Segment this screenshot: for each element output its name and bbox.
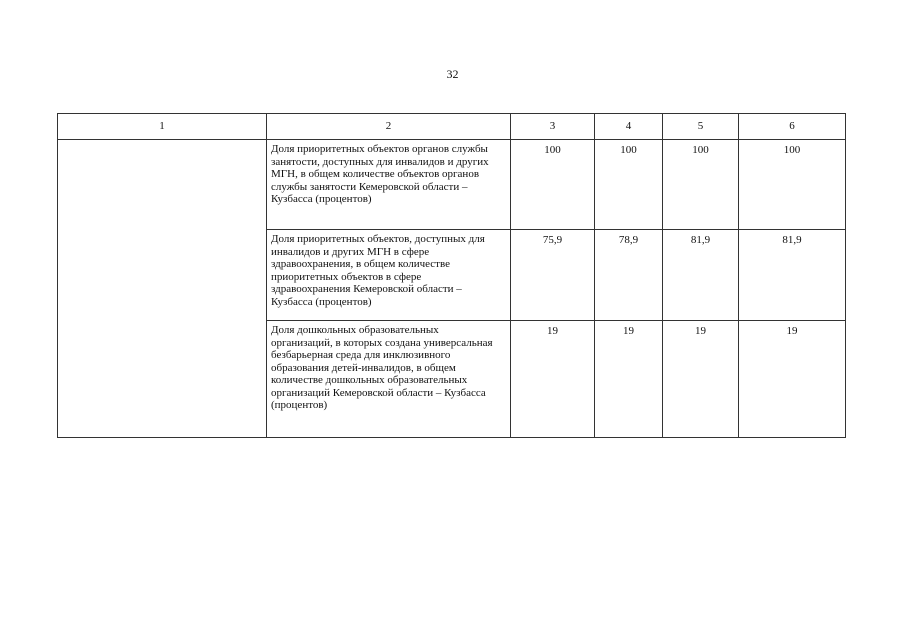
value-cell: 100 — [739, 140, 846, 230]
indicator-description: Доля приоритетных объектов, доступных для инвалидов и других МГН в сфере здравоохранения, в общем количестве приоритетных объектов в сфере здравоохранения Кемеровской области – Кузбасса (процентов) — [267, 230, 511, 321]
indicator-description: Доля приоритетных объектов органов службы занятости, доступных для инвалидов и других МГН, в общем количестве объектов органов службы занятости Кемеровской области – Кузбасса (процентов) — [267, 140, 511, 230]
value-cell: 100 — [663, 140, 739, 230]
first-column-cell — [58, 140, 267, 438]
value-cell: 19 — [663, 321, 739, 438]
table-header-row — [58, 114, 846, 140]
table-row — [58, 140, 846, 230]
column-header-3: 3 — [511, 114, 595, 140]
value-cell: 19 — [511, 321, 595, 438]
indicator-table — [57, 113, 846, 438]
value-cell: 78,9 — [595, 230, 663, 321]
value-cell: 19 — [739, 321, 846, 438]
column-header-4: 4 — [595, 114, 663, 140]
page-number: 32 — [446, 67, 459, 81]
value-cell: 81,9 — [663, 230, 739, 321]
column-header-1: 1 — [58, 114, 267, 140]
column-header-2: 2 — [267, 114, 511, 140]
value-cell: 19 — [595, 321, 663, 438]
indicator-description: Доля дошкольных образовательных организаций, в которых создана универсальная безбарьерная среда для инклюзивного образования детей-инвалидов, в общем количестве дошкольных образовательных организаций Кемеровской области – Кузбасса (процентов) — [267, 321, 511, 438]
value-cell: 81,9 — [739, 230, 846, 321]
value-cell: 100 — [595, 140, 663, 230]
value-cell: 75,9 — [511, 230, 595, 321]
column-header-6: 6 — [739, 114, 846, 140]
column-header-5: 5 — [663, 114, 739, 140]
value-cell: 100 — [511, 140, 595, 230]
